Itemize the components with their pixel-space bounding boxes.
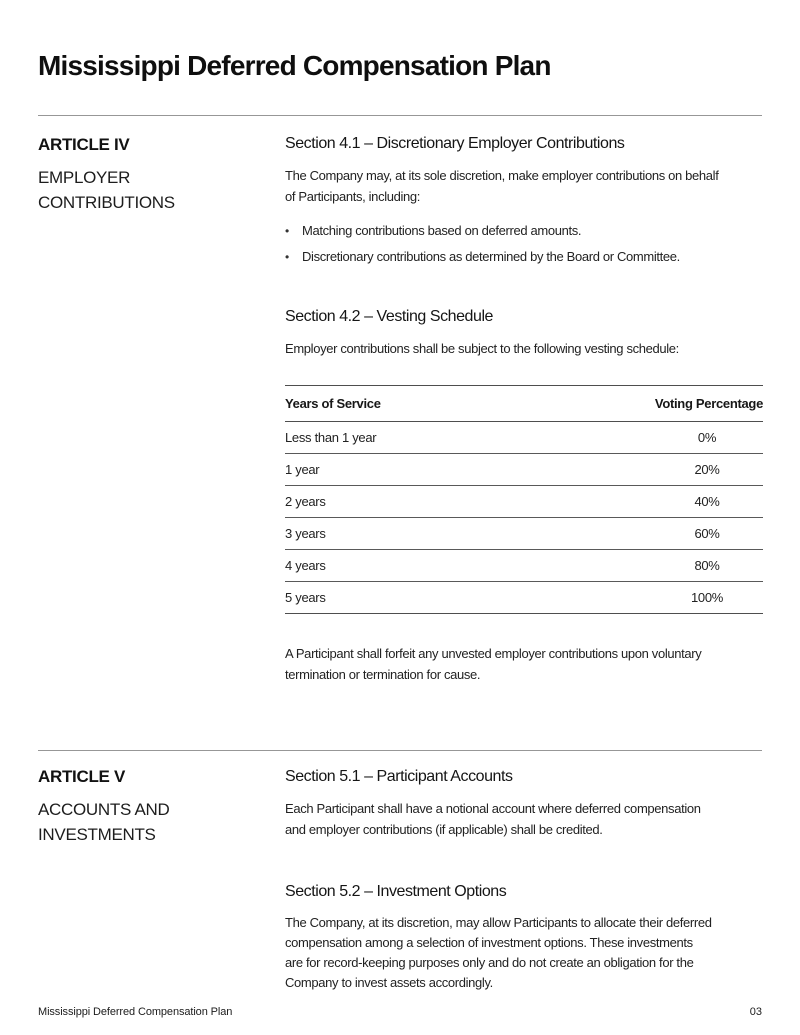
section-5-2-heading: Section 5.2 – Investment Options: [285, 883, 507, 900]
cell-percentage: 20%: [694, 462, 720, 477]
section-5-2-body-line2: compensation among a selection of investment options. These investments: [285, 935, 693, 950]
cell-percentage: 100%: [690, 590, 724, 605]
table-header-years: Years of Service: [285, 396, 381, 411]
cell-years: 3 years: [285, 526, 326, 541]
section-5-2-body: [285, 913, 763, 993]
bullet-item: [285, 220, 763, 242]
cell-percentage: 40%: [694, 494, 720, 509]
bullet-text: Discretionary contributions as determined by the Board or Committee.: [302, 249, 680, 264]
footer-page-number: 03: [749, 1006, 762, 1018]
article-v-block: [38, 767, 273, 847]
bullet-text: Matching contributions based on deferred amounts.: [302, 223, 582, 238]
forfeiture-note-line2: termination or termination for cause.: [285, 667, 481, 682]
cell-years: 1 year: [285, 462, 320, 477]
article-v-name-line2: INVESTMENTS: [38, 825, 156, 844]
section-5-1-heading: Section 5.1 – Participant Accounts: [285, 768, 513, 785]
article-iv-name: [38, 165, 273, 215]
section-4-1-body: [285, 165, 763, 207]
cell-percentage: 60%: [694, 526, 720, 541]
section-5-1: [285, 767, 763, 840]
section-5-2-body-line4: Company to invest assets accordingly.: [285, 975, 493, 990]
vesting-schedule-table: [285, 385, 763, 614]
section-4-1-heading: Section 4.1 – Discretionary Employer Contributions: [285, 135, 625, 152]
table-row: [285, 582, 763, 613]
section-4-1-bullet-list: [285, 220, 763, 268]
section-4-1-body-line1: The Company may, at its sole discretion, make employer contributions on behalf: [285, 168, 719, 183]
bullet-item: [285, 246, 763, 268]
article-v-name-line1: ACCOUNTS AND: [38, 800, 170, 819]
table-row: [285, 518, 763, 550]
table-row: [285, 422, 763, 454]
section-5-2-body-line3: are for record-keeping purposes only and do not create an obligation for the: [285, 955, 694, 970]
table-row: [285, 486, 763, 518]
section-4-2-body: [285, 338, 763, 359]
section-5-2: [285, 882, 763, 993]
cell-years: 5 years: [285, 590, 326, 605]
section-5-1-body-line2: and employer contributions (if applicable) shall be credited.: [285, 822, 603, 837]
section-5-1-body-line1: Each Participant shall have a notional account where deferred compensation: [285, 801, 701, 816]
article-iv-label: ARTICLE IV: [38, 135, 130, 154]
section-5-2-body-line1: The Company, at its discretion, may allow Participants to allocate their deferred: [285, 915, 712, 930]
table-header-percentage: Voting Percentage: [654, 396, 763, 411]
bullet-icon: [285, 246, 302, 268]
section-4-2: [285, 307, 763, 685]
table-header-row: [285, 386, 763, 422]
table-row: [285, 550, 763, 582]
cell-percentage: 80%: [694, 558, 720, 573]
forfeiture-note-line1: A Participant shall forfeit any unvested employer contributions upon voluntary: [285, 646, 702, 661]
cell-years: Less than 1 year: [285, 430, 377, 445]
article-v-label: ARTICLE V: [38, 767, 126, 786]
article-iv-name-line1: EMPLOYER: [38, 168, 131, 187]
section-4-2-body-line: Employer contributions shall be subject to the following vesting schedule:: [285, 341, 679, 356]
table-row: [285, 454, 763, 486]
cell-years: 4 years: [285, 558, 326, 573]
forfeiture-note: [285, 643, 763, 685]
page-title: Mississippi Deferred Compensation Plan: [38, 49, 551, 81]
footer-document-name: Mississippi Deferred Compensation Plan: [38, 1006, 233, 1018]
section-divider: [38, 750, 762, 751]
bullet-icon: [285, 220, 302, 242]
section-4-1: [285, 134, 763, 272]
title-divider: [38, 115, 762, 116]
cell-percentage: 0%: [697, 430, 717, 445]
cell-years: 2 years: [285, 494, 326, 509]
section-4-1-body-line2: of Participants, including:: [285, 189, 421, 204]
section-5-1-body: [285, 798, 763, 840]
section-4-2-heading: Section 4.2 – Vesting Schedule: [285, 308, 493, 325]
article-iv-name-line2: CONTRIBUTIONS: [38, 193, 175, 212]
article-iv-block: [38, 135, 273, 215]
article-v-name: [38, 797, 273, 847]
